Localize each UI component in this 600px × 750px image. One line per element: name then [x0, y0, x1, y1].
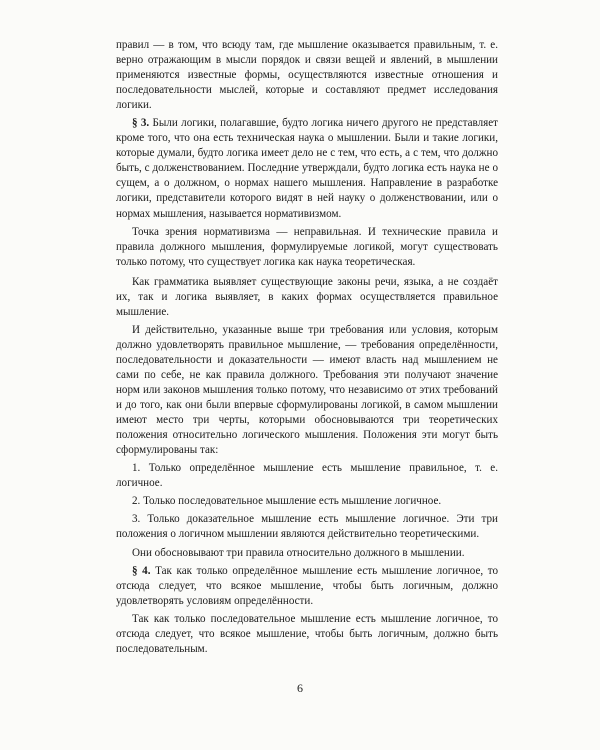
paragraph: Они обосновывают три правила относительно должного в мышлении. [132, 546, 465, 559]
paragraph-text: Были логики, полагавшие, будто логика ничего другого не представляет кроме того, что она есть техническая наука о мышлении. Были и такие логики, которые думали, будто логика имеет дело не с тем, что есть, а с тем, что должно быть, с долженствованием. Последние утверждали, будто логика есть наука не о сущем, а о должном, о нормах нашего мышления. Направление в разработке логики, представители которого видят в ней науку о долженствовании, или о нормах мышления, называется нормативизмом. [116, 117, 498, 220]
list-item: 1. Только определённое мышление есть мышление правильное, т. е. логичное. [116, 462, 498, 490]
paragraph: И действительно, указанные выше три требования или условия, которым должно удовлетворять правильное мышление, — требования определённости, последовательности и доказательности — имеют власть над мышлением не сами по себе, не как правила должного. Требования эти получают значение норм или законов мышления только потому, что независимо от этих требований и до того, как они были впервые сформулированы логикой, в самом мышлении имеют место три черты, которыми обосновываются три теоретических положения относительно логического мышления. Положения эти могут быть сформулированы так: [116, 323, 498, 457]
paragraph-section-3 [116, 116, 498, 221]
paragraph: правил — в том, что всюду там, где мышление оказывается правильным, т. е. верно отражающим в мысли порядок и связи вещей и явлений, в мышлении применяются известные формы, осуществляются известные отношения и последовательности мыслей, которые и составляют предмет исследования логики. [116, 39, 498, 112]
list-item: 3. Только доказательное мышление есть мышление логичное. Эти три положения о логичном мышлении являются действительно теоретическими. [116, 513, 498, 541]
paragraph-section-4 [116, 564, 498, 609]
paragraph: Как грамматика выявляет существующие законы речи, языка, а не создаёт их, так и логика выявляет, в каких формах осуществляется правильное мышление. [116, 275, 498, 318]
page-number: 6 [297, 681, 303, 695]
section-marker: § 4. [132, 564, 151, 577]
paragraph-text: Так как только определённое мышление есть мышление логичное, то отсюда следует, что всякое мышление, чтобы быть логичным, должно удовлетворять условиям определённости. [116, 564, 498, 607]
section-marker: § 3. [132, 117, 150, 130]
list-item: 2. Только последовательное мышление есть мышление логичное. [132, 495, 442, 508]
page-text [116, 38, 498, 660]
paragraph: Так как только последовательное мышление есть мышление логичное, то отсюда следует, что всякое мышление, чтобы быть логичным, должно быть последовательным. [116, 612, 498, 655]
paragraph: Точка зрения нормативизма — неправильная. И технические правила и правила должного мышления, формулируемые логикой, могут существовать только потому, что существует логика как наука теоретическая. [116, 225, 498, 268]
